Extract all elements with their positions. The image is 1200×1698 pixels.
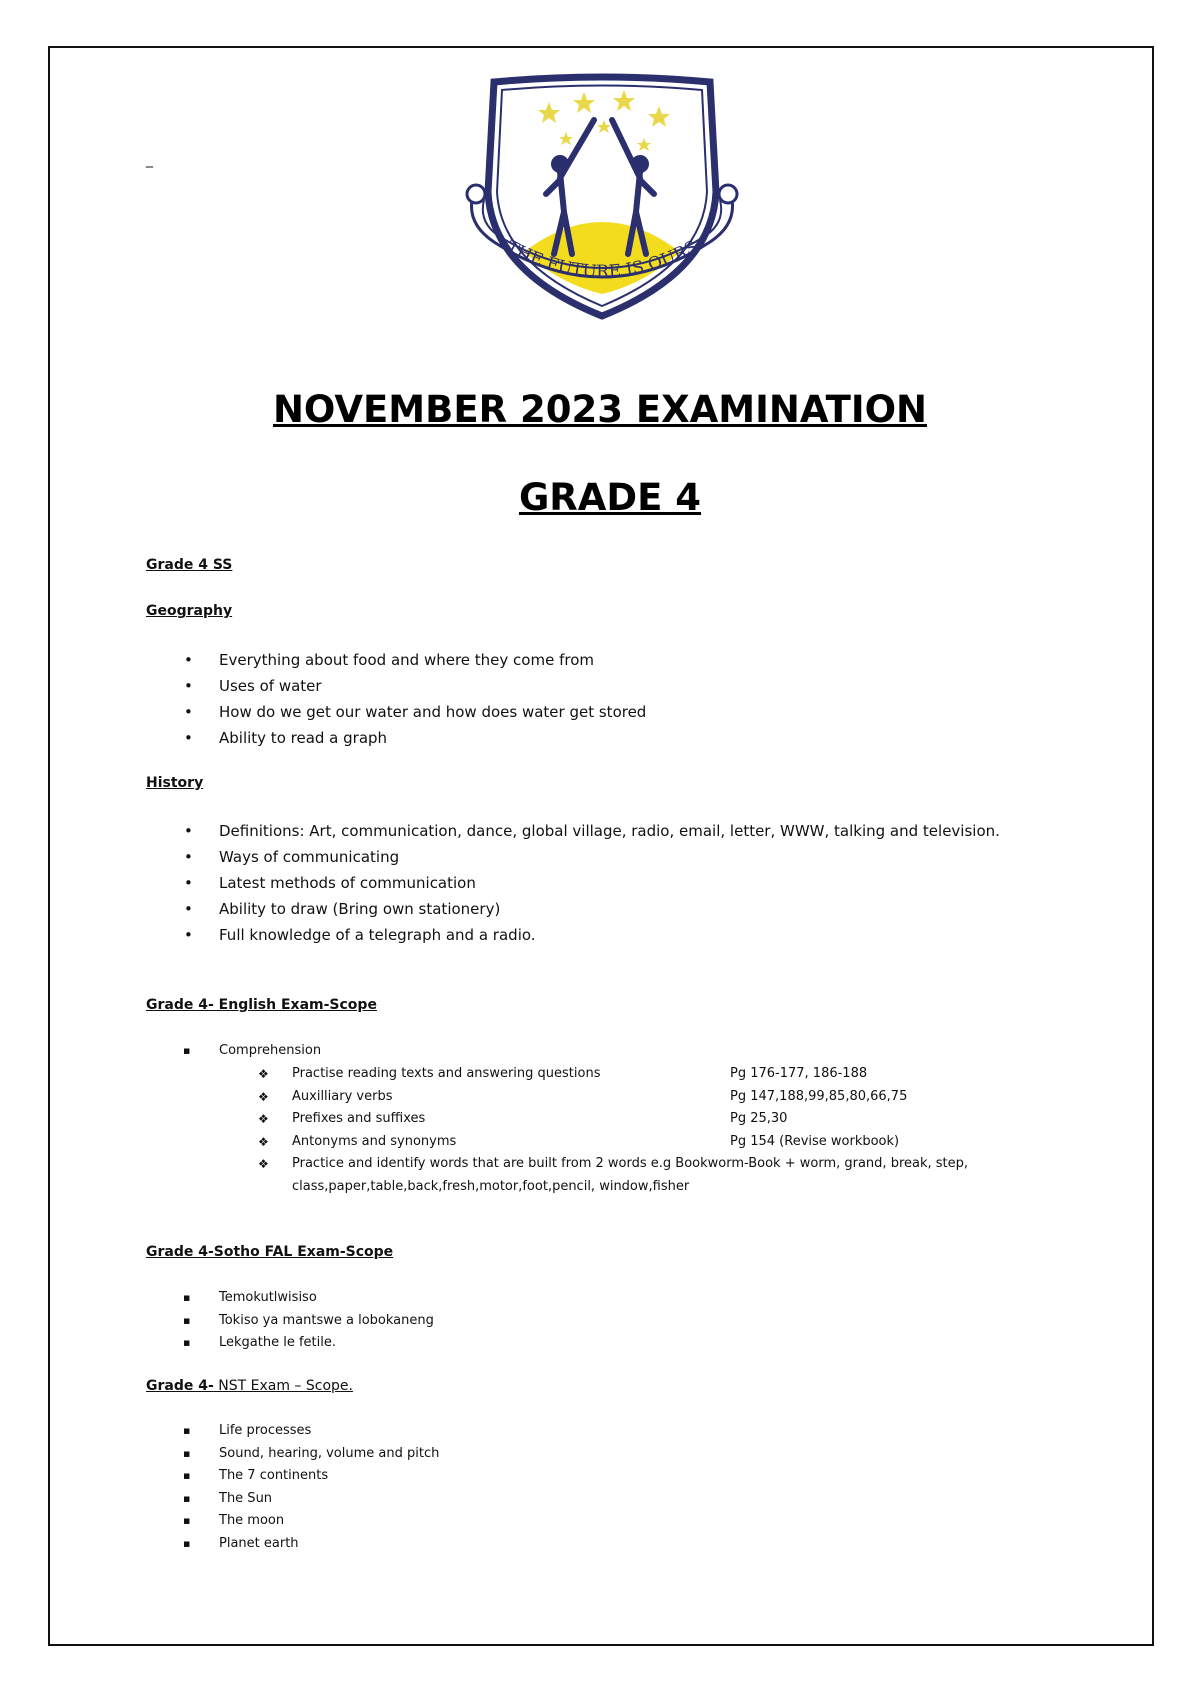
list-item: • Definitions: Art, communication, dance, global village, radio, email, letter, WWW, talking and television. bbox=[146, 818, 1000, 844]
list-item: • Ways of communicating bbox=[146, 844, 1000, 870]
history-list bbox=[146, 818, 1000, 948]
list-item: ▪ Sound, hearing, volume and pitch bbox=[146, 1443, 439, 1466]
list-item: • Everything about food and where they come from bbox=[146, 647, 646, 673]
list-item: ▪ Planet earth bbox=[146, 1533, 439, 1556]
sub-item-text: Auxilliary verbs bbox=[292, 1088, 393, 1104]
crest-motto: THE FUTURE IS OURS bbox=[503, 236, 701, 283]
list-item: • Latest methods of communication bbox=[146, 870, 1000, 896]
sub-item bbox=[219, 1086, 999, 1109]
list-item: ▪ Comprehension bbox=[146, 1040, 321, 1063]
list-item: ▪ The Sun bbox=[146, 1488, 439, 1511]
ss-heading: Grade 4 SS bbox=[146, 557, 233, 573]
list-item: ▪ Tokiso ya mantswe a lobokaneng bbox=[146, 1310, 434, 1333]
page-reference: Pg 25,30 bbox=[730, 1111, 788, 1126]
list-item: • Ability to draw (Bring own stationery) bbox=[146, 896, 1000, 922]
grade-title: GRADE 4 bbox=[518, 476, 702, 519]
sub-item bbox=[219, 1131, 999, 1154]
nst-heading-bold: Grade 4- bbox=[146, 1378, 214, 1394]
school-crest-logo bbox=[454, 72, 750, 322]
english-list bbox=[146, 1040, 321, 1063]
page-reference: Pg 147,188,99,85,80,66,75 bbox=[730, 1088, 908, 1104]
geography-heading: Geography bbox=[146, 603, 233, 619]
nst-list bbox=[146, 1420, 439, 1555]
sub-item bbox=[219, 1063, 999, 1086]
list-item: ▪ The 7 continents bbox=[146, 1465, 439, 1488]
list-item: ▪ Lekgathe le fetile. bbox=[146, 1332, 434, 1355]
stray-mark: _ bbox=[146, 152, 153, 168]
geography-list bbox=[146, 647, 646, 751]
page-reference: Pg 154 (Revise workbook) bbox=[730, 1133, 900, 1149]
sub-item-text: Antonyms and synonyms bbox=[292, 1133, 457, 1149]
list-item: • How do we get our water and how does water get stored bbox=[146, 699, 646, 725]
nst-heading-rest: NST Exam – Scope. bbox=[213, 1378, 353, 1394]
sub-item-text: Practise reading texts and answering questions bbox=[292, 1066, 601, 1081]
sub-item-text: Prefixes and suffixes bbox=[292, 1111, 426, 1126]
history-heading: History bbox=[146, 775, 204, 791]
list-item: • Uses of water bbox=[146, 673, 646, 699]
page-reference: Pg 176-177, 186-188 bbox=[730, 1066, 868, 1081]
english-sublist bbox=[219, 1063, 999, 1198]
english-heading: Grade 4- English Exam-Scope bbox=[146, 997, 377, 1013]
sub-item bbox=[219, 1108, 999, 1131]
list-item: ▪ The moon bbox=[146, 1510, 439, 1533]
list-item: ▪ Temokutlwisiso bbox=[146, 1287, 434, 1310]
sub-item-text: Practice and identify words that are built from 2 words e.g Bookworm-Book + worm, grand, break, step, class,paper,table,back,fresh,motor,foot,pencil, window,fisher bbox=[292, 1156, 969, 1194]
nst-heading bbox=[146, 1378, 353, 1394]
list-item: ▪ Life processes bbox=[146, 1420, 439, 1443]
list-item: • Ability to read a graph bbox=[146, 725, 646, 751]
list-item: • Full knowledge of a telegraph and a radio. bbox=[146, 922, 1000, 948]
sotho-list bbox=[146, 1287, 434, 1355]
sotho-heading: Grade 4-Sotho FAL Exam-Scope bbox=[146, 1244, 394, 1260]
exam-title: NOVEMBER 2023 EXAMINATION bbox=[272, 388, 928, 431]
sub-item bbox=[219, 1153, 999, 1198]
